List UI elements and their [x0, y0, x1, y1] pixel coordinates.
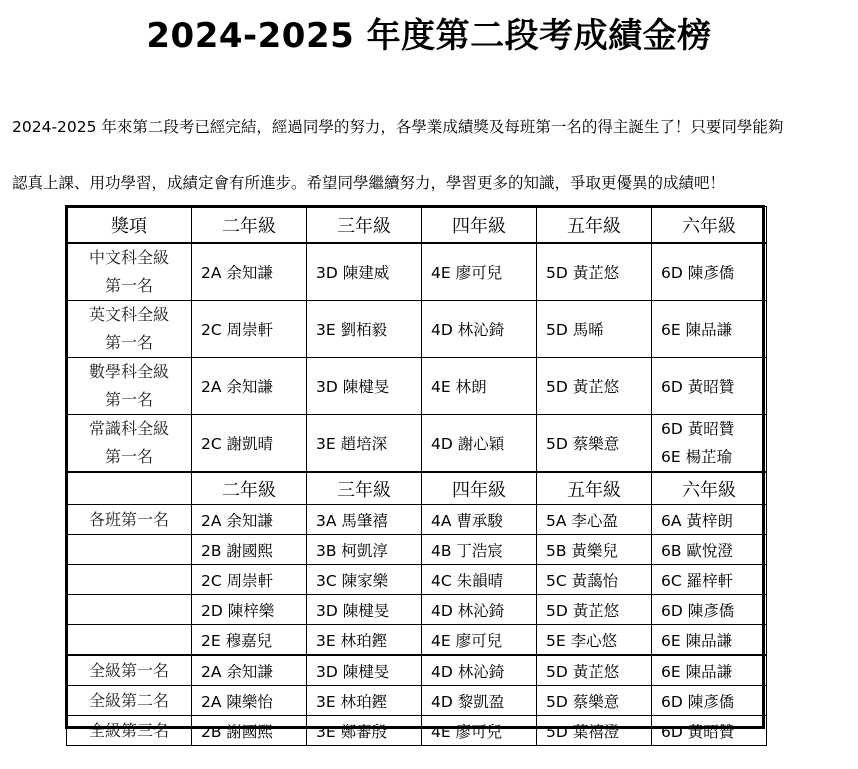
- table-cell: 5A 李心盈: [537, 505, 652, 535]
- table-cell: 3A 馬肇禧: [307, 505, 422, 535]
- table-cell: 6D 黃昭贊: [652, 716, 767, 746]
- award-label-line2: 第一名: [104, 333, 153, 352]
- table-cell: 4E 廖可兒: [422, 625, 537, 656]
- table-cell: 4D 林沁錡: [422, 595, 537, 625]
- table-cell: 3E 劉栢毅: [307, 301, 422, 358]
- grade-header-3: 三年級: [307, 472, 422, 505]
- grade-header-4: 四年級: [422, 472, 537, 505]
- table-cell: 3C 陳家樂: [307, 565, 422, 595]
- overall-rank-label: 全級第一名: [67, 655, 192, 686]
- table-cell: 2A 余知謙: [192, 243, 307, 301]
- overall-rank-row: [67, 655, 767, 686]
- table-cell: 5C 黃藹怡: [537, 565, 652, 595]
- table-cell: 4C 朱韻晴: [422, 565, 537, 595]
- table-cell: 4B 丁浩宸: [422, 535, 537, 565]
- table-cell: 3E 林珀鏗: [307, 686, 422, 716]
- table-cell: 5D 黃芷悠: [537, 243, 652, 301]
- page-title: 2024-2025 年度第二段考成績金榜: [146, 16, 712, 56]
- empty-cell: [67, 595, 192, 625]
- grade-header-5: 五年級: [537, 472, 652, 505]
- table-cell: 4D 林沁錡: [422, 655, 537, 686]
- header-row: [67, 207, 767, 244]
- award-label: [67, 415, 192, 473]
- empty-cell: [67, 565, 192, 595]
- class-first-row: [67, 505, 767, 535]
- table-cell-two-winners: [652, 415, 767, 473]
- table-cell: 2C 周崇軒: [192, 565, 307, 595]
- table-cell: 5D 馬晞: [537, 301, 652, 358]
- column-header-grade-3: 三年級: [307, 207, 422, 244]
- winner-1: 6D 黃昭贊: [661, 420, 735, 438]
- table-cell: 2B 謝國熙: [192, 716, 307, 746]
- award-label-line2: 第一名: [104, 276, 153, 295]
- subject-award-row-english: [67, 301, 767, 358]
- table-cell: 6A 黃梓朗: [652, 505, 767, 535]
- table-cell: 4D 林沁錡: [422, 301, 537, 358]
- table-cell: 5E 李心悠: [537, 625, 652, 656]
- empty-cell: [67, 625, 192, 656]
- table-cell: 6E 陳品謙: [652, 625, 767, 656]
- award-label-line1: 數學科全級: [88, 362, 169, 381]
- award-label-line1: 英文科全級: [88, 305, 169, 324]
- table-cell: 6D 黃昭贊: [652, 358, 767, 415]
- class-first-row: [67, 535, 767, 565]
- table-cell: 5D 黃芷悠: [537, 595, 652, 625]
- award-label-line2: 第一名: [104, 447, 153, 466]
- table-cell: 2B 謝國熙: [192, 535, 307, 565]
- column-header-grade-2: 二年級: [192, 207, 307, 244]
- empty-cell: [67, 472, 192, 505]
- table-cell: 4D 黎凱盈: [422, 686, 537, 716]
- grade-header-2: 二年級: [192, 472, 307, 505]
- table-cell: 2A 陳樂怡: [192, 686, 307, 716]
- subject-award-row-chinese: [67, 243, 767, 301]
- award-label-line2: 第一名: [104, 390, 153, 409]
- award-label: [67, 301, 192, 358]
- column-header-grade-6: 六年級: [652, 207, 767, 244]
- table-cell: 5D 黃芷悠: [537, 655, 652, 686]
- table-cell: 3E 鄭審殷: [307, 716, 422, 746]
- table-cell: 3D 陳建威: [307, 243, 422, 301]
- table-cell: 2A 余知謙: [192, 358, 307, 415]
- table-cell: 6D 陳彥僑: [652, 243, 767, 301]
- overall-rank-row: [67, 716, 767, 746]
- class-first-row: [67, 625, 767, 656]
- overall-rank-label: 全級第三名: [67, 716, 192, 746]
- table-cell: 4E 林朗: [422, 358, 537, 415]
- table-cell: 6D 陳彥僑: [652, 686, 767, 716]
- table-cell: 4E 廖可兒: [422, 716, 537, 746]
- column-header-grade-4: 四年級: [422, 207, 537, 244]
- class-first-header-row: [67, 472, 767, 505]
- table-cell: 2A 余知謙: [192, 505, 307, 535]
- table-cell: 5B 黃樂兒: [537, 535, 652, 565]
- table-cell: 3B 柯凱淳: [307, 535, 422, 565]
- subject-award-row-general-studies: [67, 415, 767, 473]
- table-cell: 3D 陳楗旻: [307, 358, 422, 415]
- table-cell: 2E 穆嘉兒: [192, 625, 307, 656]
- award-label: [67, 243, 192, 301]
- winner-2: 6E 楊芷瑜: [661, 448, 733, 466]
- table-cell: 6E 陳品謙: [652, 301, 767, 358]
- table-cell: 3D 陳楗旻: [307, 595, 422, 625]
- table-cell: 6C 羅梓軒: [652, 565, 767, 595]
- intro-paragraph-line-1: 2024-2025 年來第二段考已經完結，經過同學的努力，各學業成績獎及每班第一名的得主誕生了！只要同學能夠: [12, 118, 784, 136]
- empty-cell: [67, 535, 192, 565]
- table-cell: 5D 蔡樂意: [537, 686, 652, 716]
- grade-header-6: 六年級: [652, 472, 767, 505]
- table-cell: 3D 陳楗旻: [307, 655, 422, 686]
- table-cell: 5D 蔡樂意: [537, 415, 652, 473]
- table-cell: 2D 陳梓樂: [192, 595, 307, 625]
- table-cell: 2A 余知謙: [192, 655, 307, 686]
- table-cell: 5D 葉禧澄: [537, 716, 652, 746]
- overall-rank-label: 全級第二名: [67, 686, 192, 716]
- table-cell: 4E 廖可兒: [422, 243, 537, 301]
- award-label-line1: 常識科全級: [88, 419, 169, 438]
- awards-table: [66, 206, 767, 746]
- table-cell: 6B 歐悅澄: [652, 535, 767, 565]
- table-cell: 3E 趙培深: [307, 415, 422, 473]
- award-label-line1: 中文科全級: [88, 248, 169, 267]
- table-cell: 3E 林珀鏗: [307, 625, 422, 656]
- table-cell: 5D 黃芷悠: [537, 358, 652, 415]
- class-first-label: 各班第一名: [67, 505, 192, 535]
- subject-award-row-math: [67, 358, 767, 415]
- award-label: [67, 358, 192, 415]
- column-header-award: 獎項: [67, 207, 192, 244]
- class-first-row: [67, 595, 767, 625]
- column-header-grade-5: 五年級: [537, 207, 652, 244]
- table-cell: 6E 陳品謙: [652, 655, 767, 686]
- table-cell: 2C 周崇軒: [192, 301, 307, 358]
- table-cell: 4A 曹承駿: [422, 505, 537, 535]
- table-cell: 4D 謝心穎: [422, 415, 537, 473]
- table-cell: 2C 謝凱晴: [192, 415, 307, 473]
- class-first-row: [67, 565, 767, 595]
- table-cell: 6D 陳彥僑: [652, 595, 767, 625]
- overall-rank-row: [67, 686, 767, 716]
- intro-paragraph-line-2: 認真上課、用功學習，成績定會有所進步。希望同學繼續努力，學習更多的知識，爭取更優異的成績吧！: [12, 174, 726, 192]
